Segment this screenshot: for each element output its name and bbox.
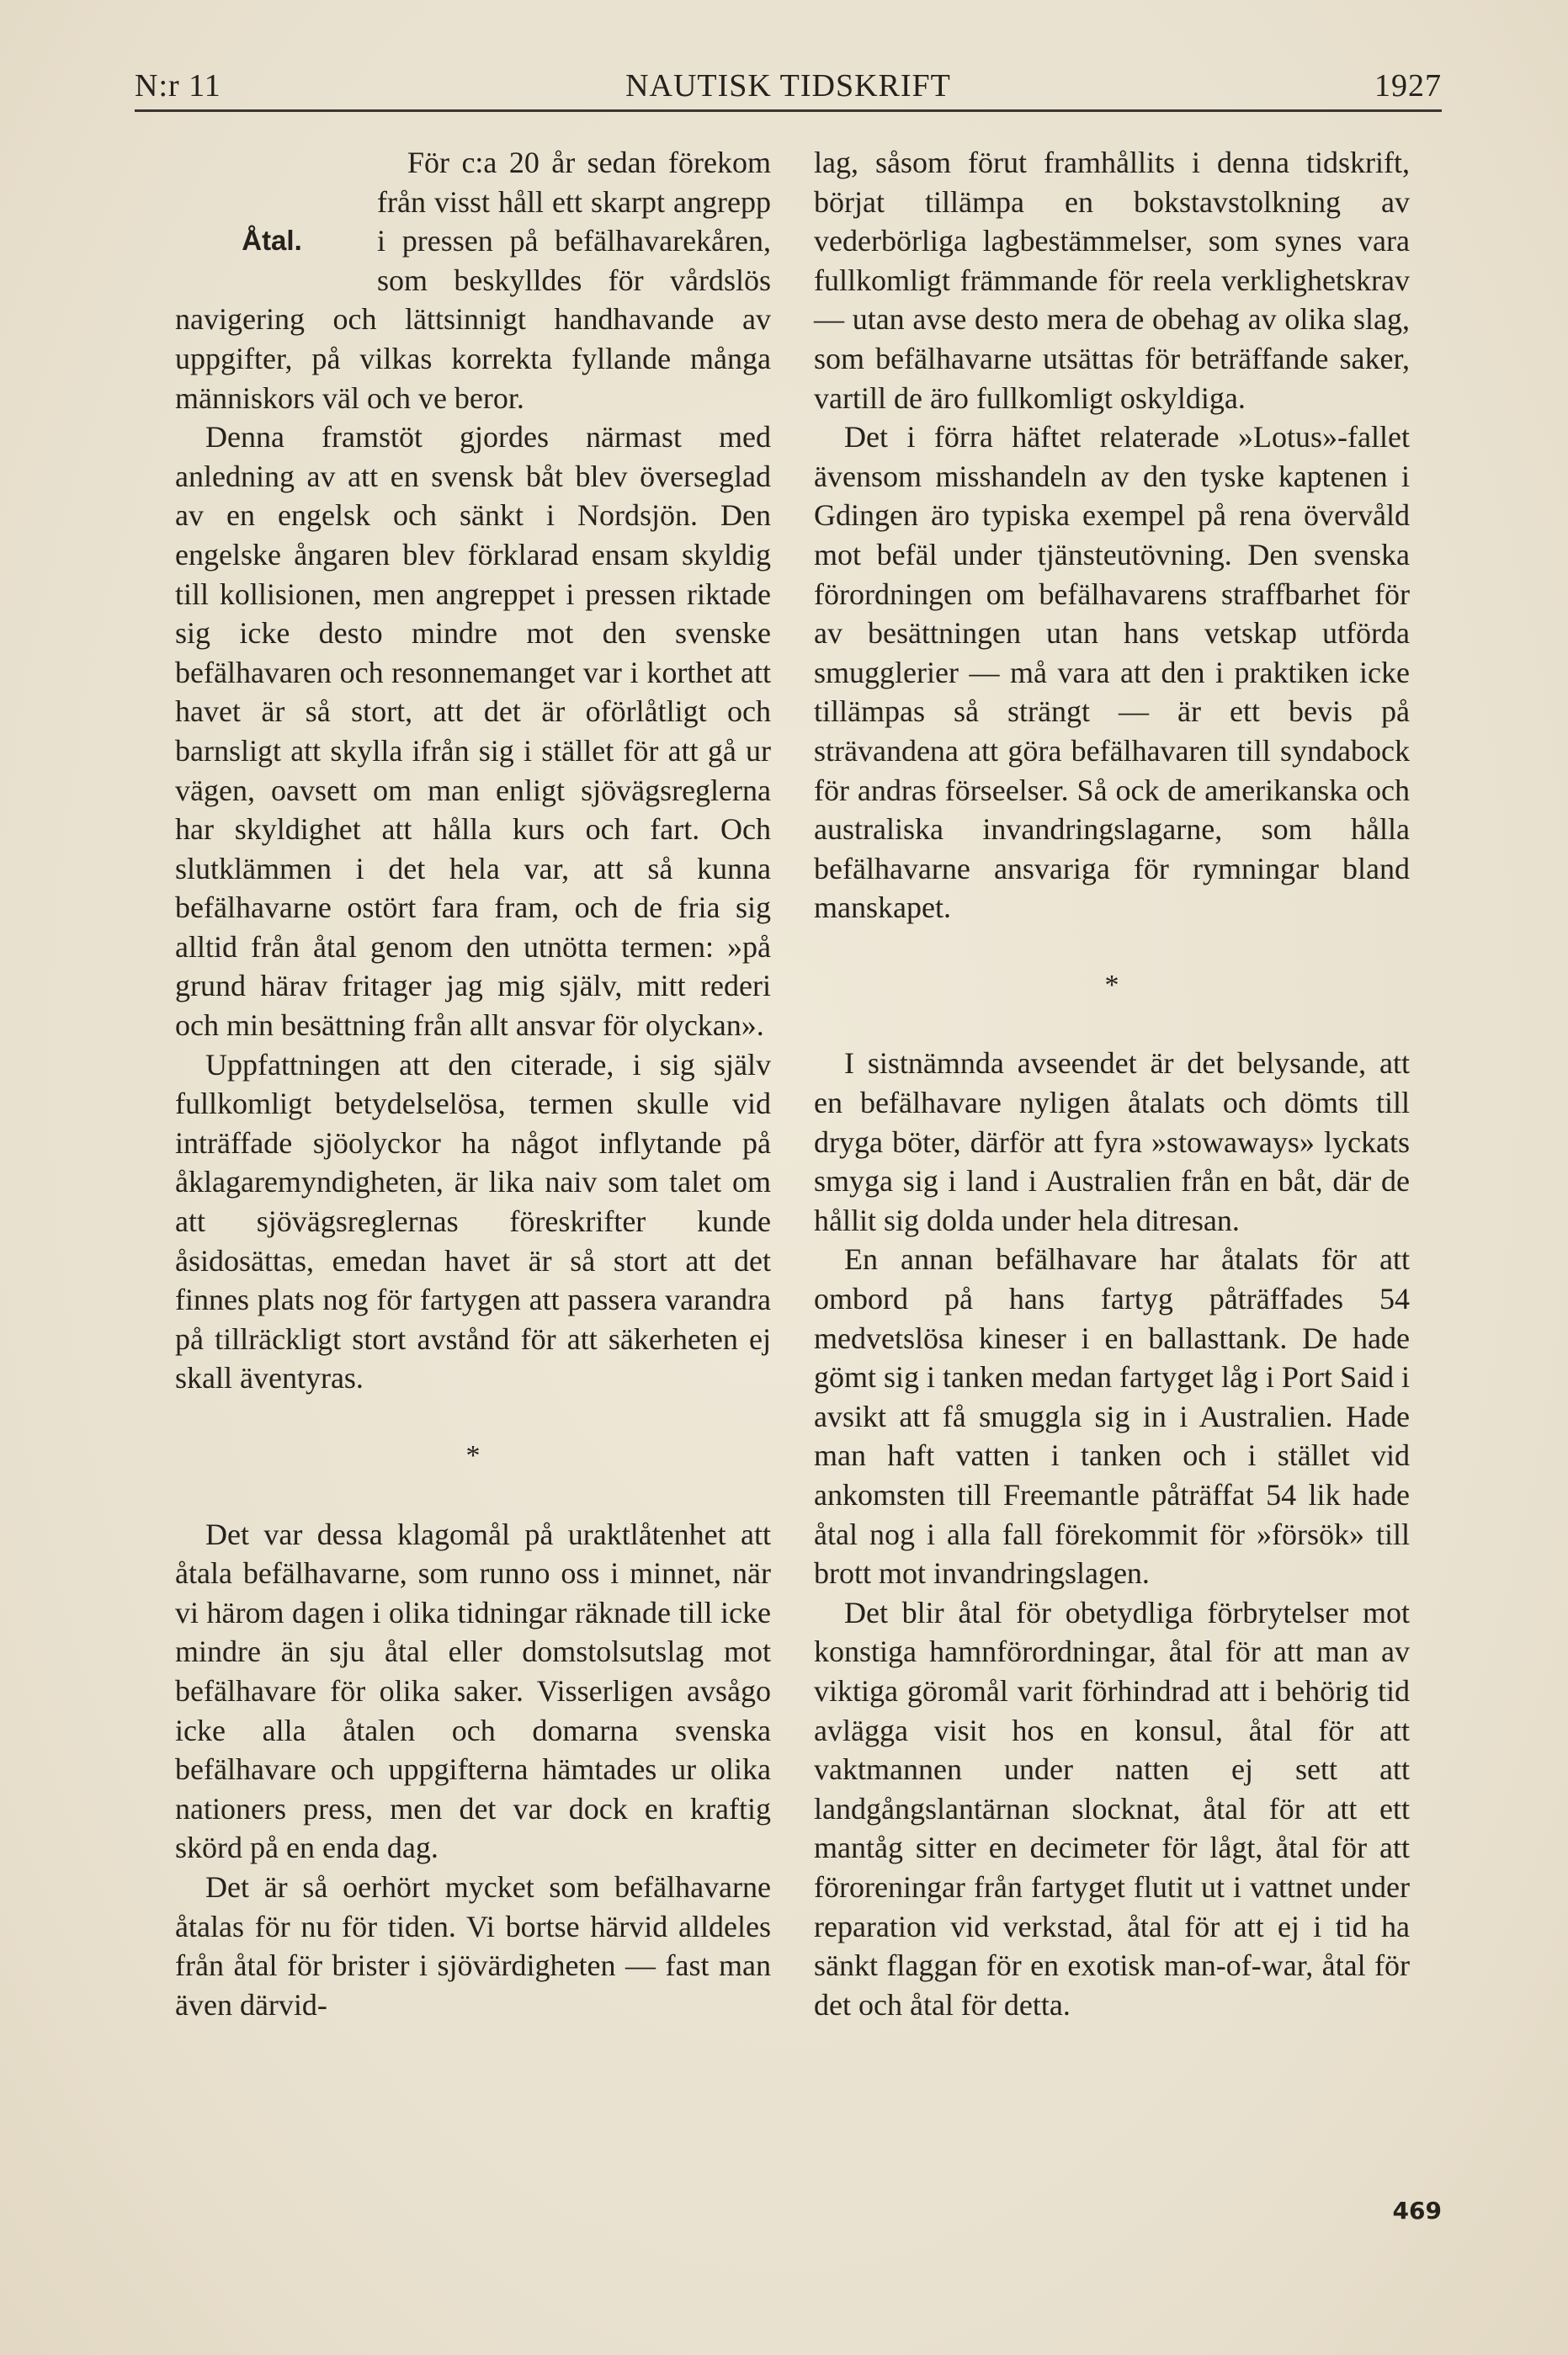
paragraph: För c:a 20 år sedan förekom från visst håll ett skarpt angrepp i pressen på befälhavarekåren, som beskylldes för vårdslös navigering och lättsinnigt handhavande av uppgifter, på vilkas korrekta fyllande många människors väl och ve beror. <box>175 146 771 415</box>
issue-number: N:r 11 <box>135 68 221 104</box>
paragraph: lag, såsom förut framhållits i denna tidskrift, börjat tillämpa en bokstavstolkning av vederbörliga lagbestämmelser, som synes vara fullkomligt främmande för reela verklighetskrav — utan avse desto mera de obehag av olika slag, som befälhavarne utsättas för beträffande saker, vartill de äro fullkomligt oskyldiga. <box>814 146 1410 415</box>
year: 1927 <box>1374 68 1442 104</box>
left-column <box>175 143 771 2024</box>
section-divider-asterisk: * <box>465 1440 481 1471</box>
paragraph: Uppfattningen att den citerade, i sig själv fullkomligt betydelselösa, termen skulle vid inträffade sjöolyckor ha något inflytande på åklagaremyndigheten, är lika naiv som talet om att sjövägsreglernas föreskrifter kunde åsidosättas, emedan havet är så stort att det finnes plats nog för fartygen att passera varandra på tillräckligt stort avstånd för att säkerheten ej skall äventyras. <box>175 1047 771 1395</box>
paragraph: Denna framstöt gjordes närmast med anledning av att en svensk båt blev överseglad av en engelsk och sänkt i Nordsjön. Den engelske ångaren blev förklarad ensam skyldig till kollisionen, men angreppet i pressen riktade sig icke desto mindre mot den svenske befälhavaren och resonnemanget var i korthet att havet är så stort, att det är oförlåtligt och barnsligt att skylla ifrån sig i stället för att gå ur vägen, oavsett om man enligt sjövägsreglerna har skyldighet att hålla kurs och fart. Och slutklämmen i det hela var, att så kunna befälhavarne ostört fara fram, och de fria sig alltid från åtal genom den utnötta termen: »på grund härav fritager jag mig själv, mitt rederi och min besättning från allt ansvar för olyckan». <box>175 420 771 1043</box>
paragraph: En annan befälhavare har åtalats för att ombord på hans fartyg påträffades 54 medvetslösa kineser i en ballasttank. De hade gömt sig i tanken medan fartyget låg i Port Said i avsikt att få smuggla sig in i Australien. Hade man haft vatten i tanken och i stället vid ankomsten till Freemantle påträffat 54 lik hade åtal nog i alla fall förekommit för »försök» till brott mot invandringslagen. <box>814 1242 1410 1591</box>
section-divider-asterisk: * <box>1104 969 1119 1001</box>
side-heading: Åtal. <box>242 224 302 256</box>
running-header <box>135 66 1442 112</box>
paragraph: Det är så oerhört mycket som befälhavarne åtalas för nu för tiden. Vi bortse härvid alldeles från åtal för brister i sjövärdigheten — fast man även därvid- <box>175 1869 771 2022</box>
journal-title: NAUTISK TIDSKRIFT <box>625 68 951 104</box>
page-number: 469 <box>1392 2197 1442 2225</box>
paragraph: Det var dessa klagomål på uraktlåtenhet att åtala befälhavarne, som runno oss i minnet, när vi härom dagen i olika tidningar räknade till icke mindre än sju åtal eller domstolsutslag mot befälhavare för olika saker. Visserligen avsågo icke alla åtalen och domarna svenska befälhavare och uppgifterna hämtades ur olika nationers press, men det var dock en kraftig skörd på en enda dag. <box>175 1517 771 1865</box>
paragraph: Det blir åtal för obetydliga förbrytelser mot konstiga hamnförordningar, åtal för att man av viktiga göromål varit förhindrad att i behörig tid avlägga visit hos en konsul, åtal för att vaktmannen under natten ej sett att landgångslantärnan slocknat, åtal för att ett mantåg sitter en decimeter för lågt, åtal för att föroreningar från fartyget flutit ut i vattnet under reparation vid verkstad, åtal för att ej i tid ha sänkt flaggan för en exotisk man-of-war, åtal för det och åtal för detta. <box>814 1595 1410 2022</box>
right-column <box>814 143 1410 2024</box>
paragraph: I sistnämnda avseendet är det belysande, att en befälhavare nyligen åtalats och dömts till dryga böter, därför att fyra »stowaways» lyckats smyga sig i land i Australien från en båt, där de hållit sig dolda under hela ditresan. <box>814 1046 1410 1237</box>
paragraph: Det i förra häftet relaterade »Lotus»-fallet ävensom misshandeln av den tyske kaptenen i Gdingen äro typiska exempel på rena övervåld mot befäl under tjänsteutövning. Den svenska förordningen om befälhavarens straffbarhet för av besättningen utan hans vetskap utförda smugglerier — må vara att den i praktiken icke tillämpas så strängt — är ett bevis på strävandena att göra befälhavaren till syndabock för andras förseelser. Så ock de amerikanska och australiska invandringslagarne, som hålla befälhavarne ansvariga för rymningar bland manskapet. <box>814 420 1410 925</box>
